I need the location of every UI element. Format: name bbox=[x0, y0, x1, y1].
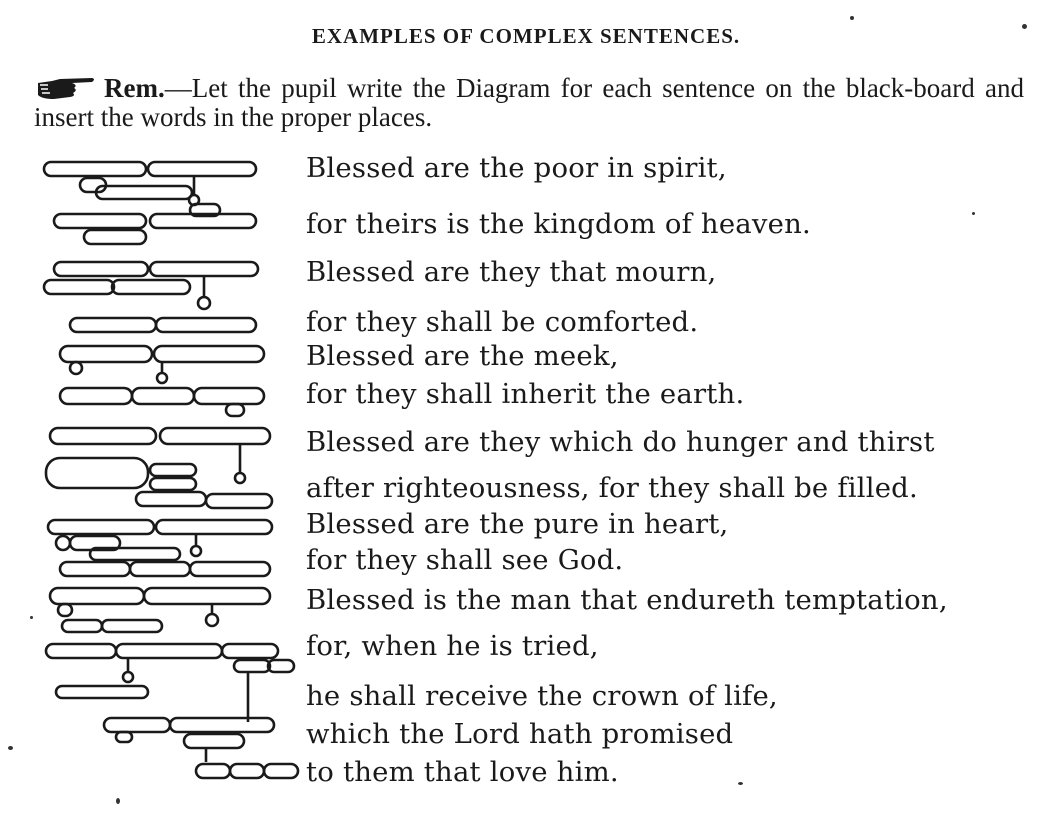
diagram-pill bbox=[102, 620, 162, 632]
diagram-pill bbox=[226, 404, 244, 416]
diagram-pill bbox=[156, 520, 272, 534]
ink-speck bbox=[30, 616, 33, 619]
ink-speck bbox=[972, 212, 975, 215]
diagram-pill bbox=[116, 732, 132, 742]
sentence-line: Blessed are they which do hunger and thirst bbox=[306, 426, 935, 458]
diagram-pill bbox=[62, 620, 102, 632]
diagram-pill bbox=[60, 388, 132, 404]
diagram-pill bbox=[230, 764, 264, 778]
diagram-pill bbox=[50, 428, 156, 444]
sentence-line: Blessed are the meek, bbox=[306, 340, 619, 372]
sentence-line: which the Lord hath promised bbox=[306, 718, 734, 750]
sentence-line: he shall receive the crown of life, bbox=[306, 680, 778, 712]
diagram-pill bbox=[234, 660, 270, 672]
diagram-pill bbox=[116, 644, 222, 658]
diagram-pill bbox=[48, 520, 154, 534]
diagram-pill bbox=[148, 162, 256, 176]
diagram-pill bbox=[160, 428, 270, 444]
sentence-line: to them that love him. bbox=[306, 756, 619, 788]
diagram-pill bbox=[70, 318, 156, 332]
diagram-pill bbox=[222, 644, 278, 658]
diagram-pill bbox=[56, 686, 148, 698]
diagram-pill bbox=[130, 562, 190, 576]
diagram-pill bbox=[154, 346, 264, 362]
sentence-line: for, when he is tried, bbox=[306, 630, 599, 662]
diagram-pill bbox=[170, 718, 274, 732]
diagram-pill bbox=[56, 536, 70, 550]
diagram-pill bbox=[150, 464, 196, 476]
diagram-pill bbox=[156, 318, 256, 332]
diagram-pill bbox=[54, 262, 148, 276]
diagram-pill bbox=[190, 562, 270, 576]
sentence-line: for theirs is the kingdom of heaven. bbox=[306, 208, 811, 240]
remark-text: —Let the pupil write the Diagram for each sentence on the black-board and insert the words in the proper places. bbox=[34, 73, 1024, 132]
sentence-line: Blessed are they that mourn, bbox=[306, 256, 717, 288]
diagram-pill bbox=[70, 362, 82, 374]
diagram-pill bbox=[184, 734, 244, 748]
diagram-pill bbox=[60, 562, 130, 576]
diagram-pill bbox=[144, 588, 270, 604]
ink-speck bbox=[116, 798, 120, 804]
diagram-pill bbox=[50, 588, 144, 604]
diagram-pill bbox=[196, 764, 230, 778]
diagram-pill bbox=[44, 280, 114, 294]
sentence-line: for they shall inherit the earth. bbox=[306, 378, 745, 410]
diagram-pill bbox=[96, 186, 192, 199]
sentence-line: for they shall be comforted. bbox=[306, 306, 699, 338]
diagram-pill bbox=[84, 230, 146, 244]
diagram-pill bbox=[150, 262, 258, 276]
diagram-pill bbox=[104, 718, 170, 732]
sentence-line: Blessed are the poor in spirit, bbox=[306, 152, 727, 184]
diagram-pill bbox=[194, 388, 264, 404]
page-title: EXAMPLES OF COMPLEX SENTENCES. bbox=[311, 24, 741, 48]
ink-speck bbox=[1022, 24, 1027, 29]
diagram-pill bbox=[112, 280, 190, 294]
diagram-pill bbox=[44, 162, 146, 176]
diagram-pill bbox=[268, 660, 294, 672]
sentence-line: Blessed is the man that endureth temptation, bbox=[306, 584, 948, 616]
diagram-pill bbox=[60, 346, 152, 362]
diagram-pill bbox=[132, 388, 194, 404]
ink-speck bbox=[8, 746, 13, 750]
ink-speck bbox=[738, 782, 743, 785]
ink-speck bbox=[850, 16, 854, 20]
sentence-line: for they shall see God. bbox=[306, 544, 624, 576]
sentence-line: after righteousness, for they shall be filled. bbox=[306, 472, 918, 504]
diagram-pill bbox=[136, 492, 206, 506]
diagram-pill bbox=[46, 644, 116, 658]
sentence-line: Blessed are the pure in heart, bbox=[306, 508, 729, 540]
diagram-pill bbox=[206, 494, 272, 508]
remark-label: Rem. bbox=[104, 73, 165, 103]
diagram-pill bbox=[150, 478, 196, 490]
diagram-pill bbox=[264, 764, 298, 778]
diagram-pill bbox=[54, 214, 146, 228]
diagram-pill bbox=[46, 458, 148, 488]
diagram-pill bbox=[58, 604, 72, 616]
